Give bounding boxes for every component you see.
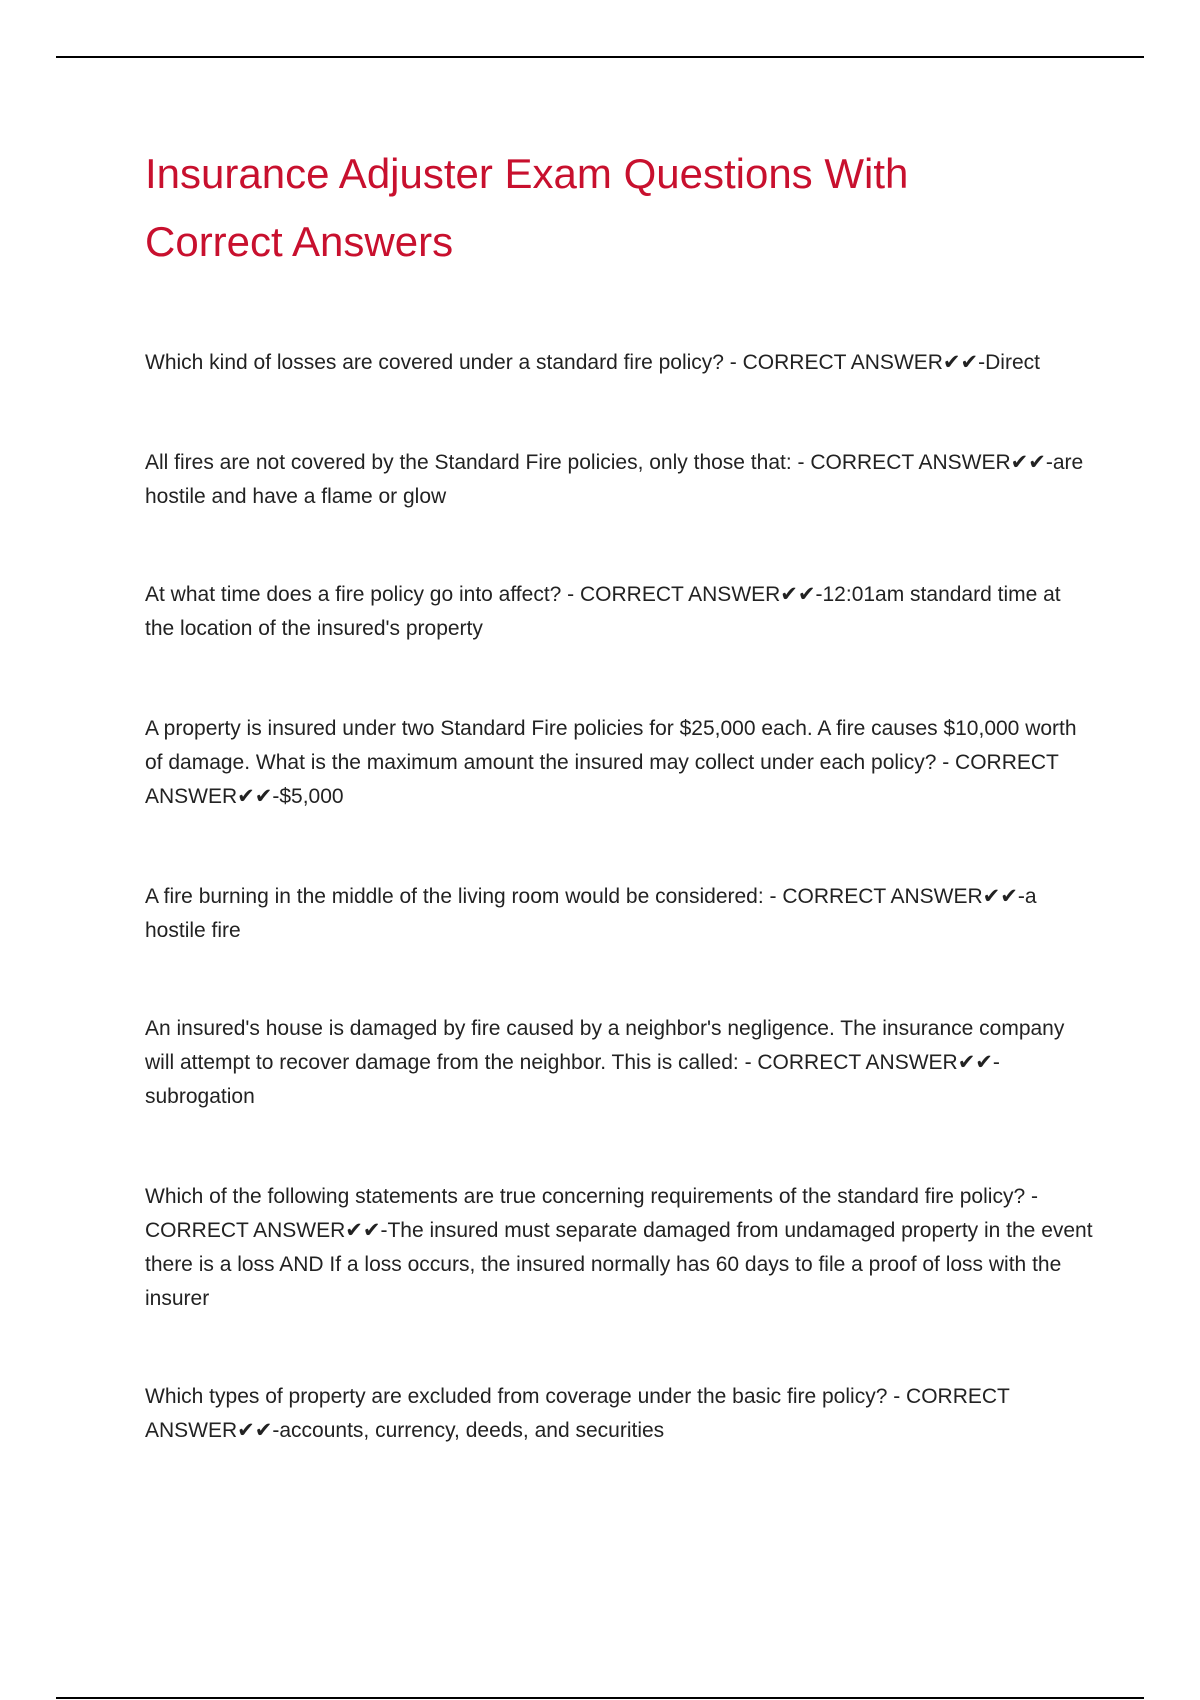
qa-item	[145, 446, 1095, 514]
question-text: An insured's house is damaged by fire caused by a neighbor's negligence. The insurance company will attempt to recover damage from the neighbor. This is called:	[145, 1017, 1065, 1074]
qa-item	[145, 346, 1095, 380]
bottom-rule	[56, 1697, 1144, 1699]
question-text: Which kind of losses are covered under a standard fire policy?	[145, 351, 724, 374]
question-text: Which of the following statements are true concerning requirements of the standard fire policy?	[145, 1185, 1026, 1208]
answer-marker: - CORRECT ANSWER✔✔-	[145, 751, 1059, 808]
answer-text: subrogation	[145, 1085, 255, 1108]
qa-item	[145, 1012, 1095, 1114]
question-text: All fires are not covered by the Standard Fire policies, only those that:	[145, 451, 792, 474]
answer-text: a hostile fire	[145, 885, 1037, 942]
answer-marker: - CORRECT ANSWER✔✔-	[561, 583, 823, 606]
answer-text: are hostile and have a flame or glow	[145, 451, 1084, 508]
qa-item	[145, 578, 1095, 646]
qa-list	[145, 346, 1095, 1448]
answer-text: Direct	[985, 351, 1040, 374]
document-title: Insurance Adjuster Exam Questions With Correct Answers	[145, 150, 909, 265]
answer-marker: - CORRECT ANSWER✔✔-	[763, 885, 1025, 908]
answer-text: accounts, currency, deeds, and securities	[279, 1419, 665, 1442]
question-text: At what time does a fire policy go into affect?	[145, 583, 562, 606]
answer-marker: - CORRECT ANSWER✔✔-	[145, 1185, 1038, 1242]
answer-text: $5,000	[279, 785, 344, 808]
qa-item	[145, 712, 1095, 814]
qa-item	[145, 880, 1095, 948]
qa-item	[145, 1380, 1095, 1448]
question-text: Which types of property are excluded from coverage under the basic fire policy?	[145, 1385, 888, 1408]
answer-marker: - CORRECT ANSWER✔✔-	[738, 1051, 1000, 1074]
top-rule	[56, 56, 1144, 58]
answer-marker: - CORRECT ANSWER✔✔-	[791, 451, 1053, 474]
answer-marker: - CORRECT ANSWER✔✔-	[723, 351, 986, 374]
document-body	[145, 140, 1095, 1448]
answer-text: 12:01am standard time at the location of the insured's property	[145, 583, 1061, 640]
qa-item	[145, 1180, 1095, 1316]
answer-marker: - CORRECT ANSWER✔✔-	[145, 1385, 1010, 1442]
answer-text: The insured must separate damaged from undamaged property in the event there is a loss AND If a loss occurs, the insured normally has 60 days to file a proof of loss with the insurer	[145, 1219, 1093, 1310]
question-text: A property is insured under two Standard Fire policies for $25,000 each. A fire causes $10,000 worth of damage. What is the maximum amount the insured may collect under each policy?	[145, 717, 1077, 774]
question-text: A fire burning in the middle of the living room would be considered:	[145, 885, 764, 908]
